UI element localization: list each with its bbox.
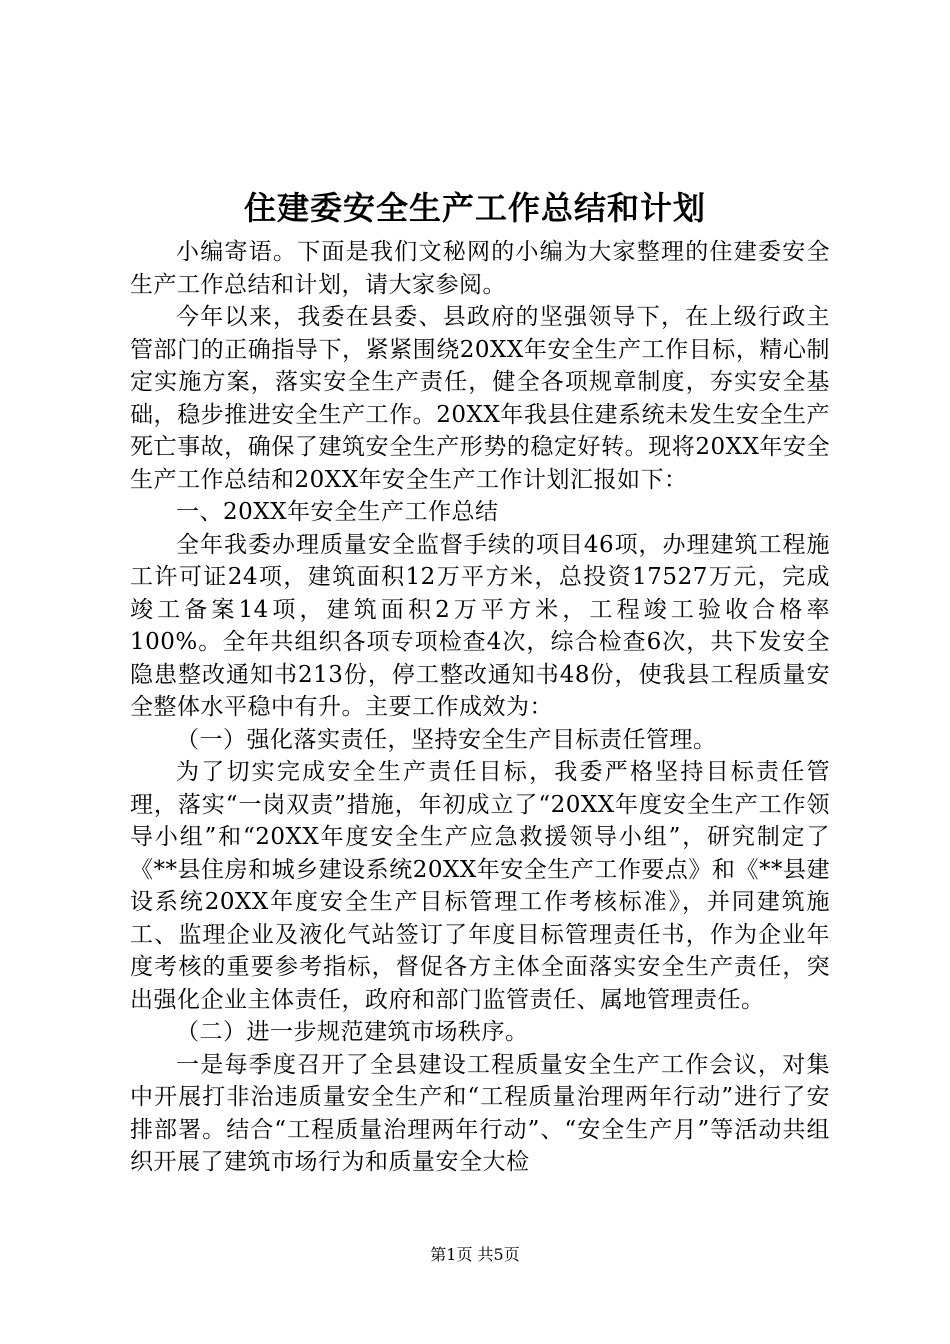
summary-paragraph: 全年我委办理质量安全监督手续的项目46项，办理建筑工程施工许可证24项，建筑面积12万平方米，总投资17527万元，完成竣工备案14项，建筑面积2万平方米，工程竣工验收合格率100%。全年共组织各项专项检查4次，综合检查6次，共下发安全隐患整改通知书213份，停工整改通知书48份，使我县工程质量安全整体水平稳中有升。主要工作成效为： — [130, 531, 830, 720]
overview-paragraph: 今年以来，我委在县委、县政府的坚强领导下，在上级行政主管部门的正确指导下，紧紧围绕20XX年安全生产工作目标，精心制定实施方案，落实安全生产责任，健全各项规章制度，夯实安全基础，稳步推进安全生产工作。20XX年我县住建系统未发生安全生产死亡事故，确保了建筑安全生产形势的稳定好转。现将20XX年安全生产工作总结和20XX年安全生产工作计划汇报如下： — [130, 304, 830, 493]
responsibility-paragraph: 为了切实完成安全生产责任目标，我委严格坚持目标责任管理，落实“一岗双责”措施，年初成立了“20XX年度安全生产工作领导小组”和“20XX年度安全生产应急救援领导小组”，研究制定了《**县住房和城乡建设系统20XX年安全生产工作要点》和《**县建设系统20XX年度安全生产目标管理工作考核标准》，并同建筑施工、监理企业及液化气站签订了年度目标管理责任书，作为企业年度考核的重要参考指标，督促各方主体全面落实安全生产责任，突出强化企业主体责任，政府和部门监管责任、属地管理责任。 — [130, 759, 830, 1013]
subsection-heading-1: （一）强化落实责任，坚持安全生产目标责任管理。 — [176, 726, 717, 753]
document-title: 住建委安全生产工作总结和计划 — [243, 189, 706, 227]
subsection-heading-2: （二）进一步规范建筑市场秩序。 — [176, 1019, 529, 1045]
market-order-paragraph: 一是每季度召开了全县建设工程质量安全生产工作会议，对集中开展打非治违质量安全生产和“工程质量治理两年行动”进行了安排部署。结合“工程质量治理两年行动”、“安全生产月”等活动共组织开展了建筑市场行为和质量安全大检 — [130, 1051, 830, 1175]
document-body — [130, 236, 830, 1179]
section-heading-1: 一、20XX年安全生产工作总结 — [176, 499, 499, 525]
intro-paragraph: 小编寄语。下面是我们文秘网的小编为大家整理的住建委安全生产工作总结和计划，请大家参阅。 — [130, 239, 830, 298]
page-number-footer: 第1页 共5页 — [430, 1245, 520, 1264]
